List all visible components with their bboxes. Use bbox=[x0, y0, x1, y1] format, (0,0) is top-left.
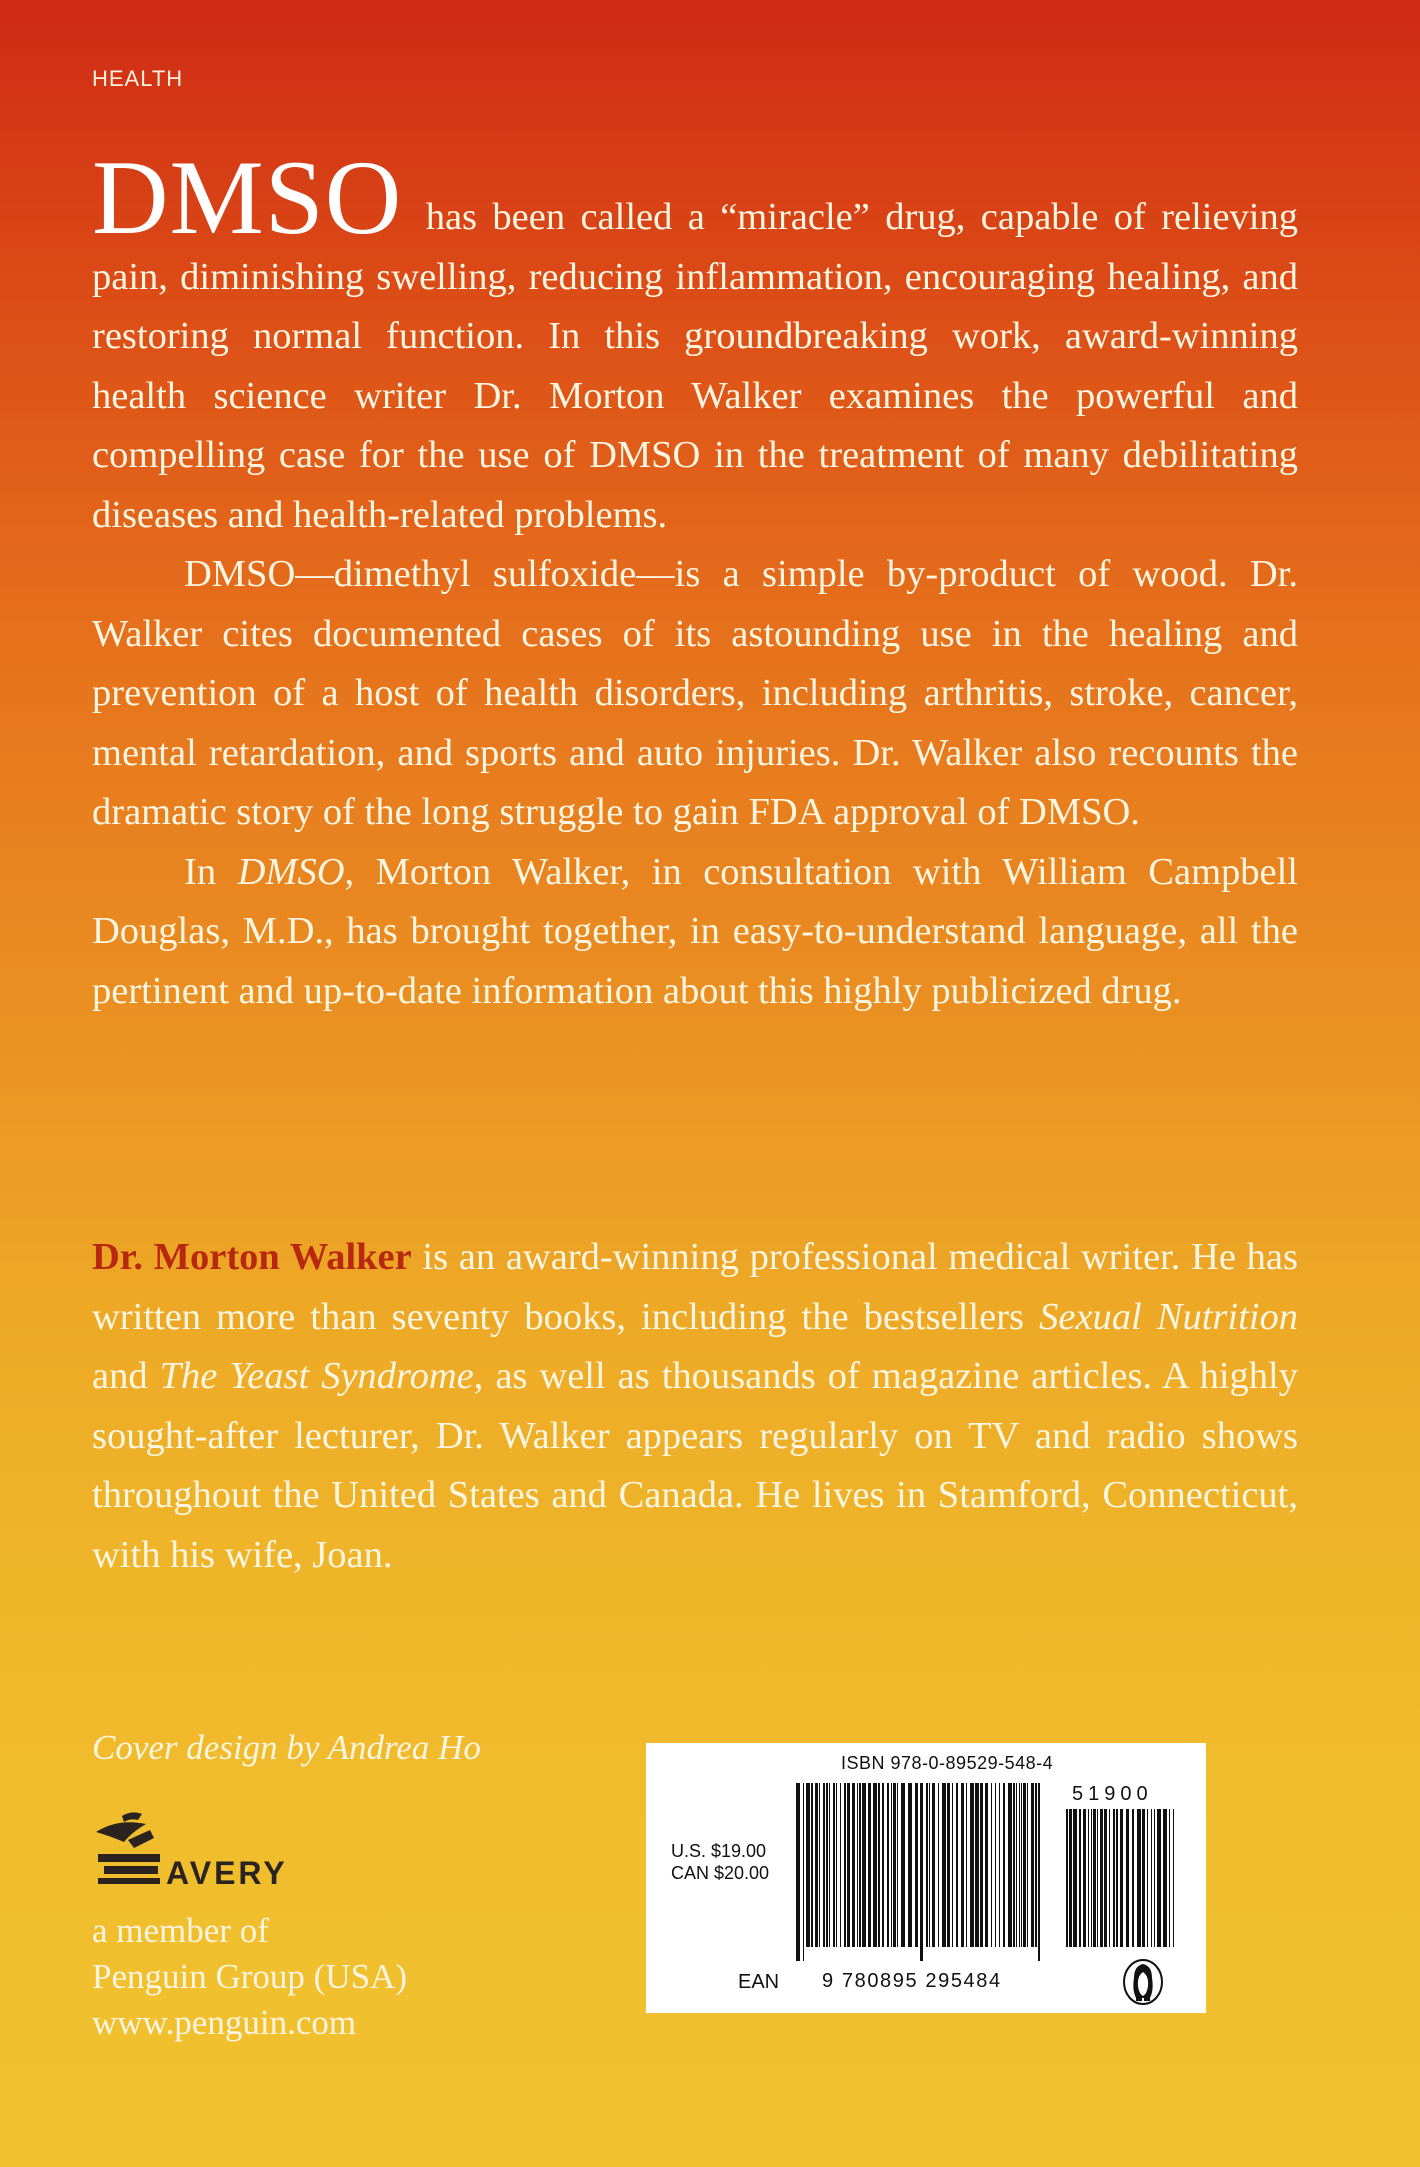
barcode-bar bbox=[975, 1783, 979, 1947]
barcode-bar bbox=[1100, 1809, 1103, 1947]
price-block bbox=[671, 1840, 769, 1884]
bio-text-1: is an award-winning professional medical writer. He has written more than seventy books, including the bestsellers bbox=[92, 1236, 1298, 1338]
barcode-bar bbox=[852, 1783, 855, 1947]
blurb-paragraph-2: DMSO—dimethyl sulfoxide—is a simple by-product of wood. Dr. Walker cites documented cases of its astounding use in the healing and prevention of a host of health disorders, including arthritis, stroke, cancer, mental retardation, and sports and auto injuries. Dr. Walker also recounts the dramatic story of the long struggle to gain FDA approval of DMSO. bbox=[92, 553, 1298, 833]
barcode-bar bbox=[833, 1783, 835, 1947]
barcode-bar bbox=[826, 1783, 828, 1947]
barcode-bar bbox=[1091, 1809, 1092, 1947]
publisher-line-2: Penguin Group (USA) bbox=[92, 1957, 407, 1996]
barcode-bar bbox=[920, 1783, 923, 1961]
barcode-bar bbox=[893, 1783, 896, 1947]
barcode-bar bbox=[1097, 1809, 1098, 1947]
cover-design-credit: Cover design by Andrea Ho bbox=[92, 1728, 481, 1767]
barcode-bar bbox=[901, 1783, 905, 1947]
barcode-bar bbox=[811, 1783, 813, 1947]
barcode-bar bbox=[908, 1783, 912, 1947]
barcode-bar bbox=[873, 1783, 877, 1947]
penguin-logo-icon bbox=[1122, 1958, 1164, 2006]
barcode-bar bbox=[836, 1783, 837, 1947]
author-name: Dr. Morton Walker bbox=[92, 1236, 412, 1278]
barcode-bar bbox=[1088, 1809, 1089, 1947]
blurb-paragraph-1 bbox=[92, 139, 1299, 545]
barcode-bar bbox=[1003, 1783, 1005, 1947]
barcode-bar bbox=[1142, 1809, 1145, 1947]
barcode-bar bbox=[932, 1783, 935, 1947]
bio-text-2: and bbox=[92, 1355, 160, 1397]
ean-label: EAN bbox=[738, 1971, 780, 1993]
barcode-bar bbox=[1069, 1809, 1072, 1947]
barcode-bar bbox=[1113, 1809, 1115, 1947]
barcode-bar bbox=[1151, 1809, 1152, 1947]
barcode-bar bbox=[929, 1783, 930, 1947]
price-can: CAN $20.00 bbox=[671, 1863, 770, 1883]
barcode-bar bbox=[862, 1783, 866, 1947]
barcode-bar bbox=[1031, 1783, 1034, 1947]
dropcap-title: DMSO bbox=[92, 139, 403, 256]
barcode-bar bbox=[857, 1783, 858, 1947]
barcode-bar bbox=[803, 1783, 804, 1961]
barcode-bar bbox=[868, 1783, 871, 1947]
addon-digits: 51900 bbox=[1072, 1783, 1153, 1805]
barcode-bar bbox=[806, 1783, 810, 1947]
barcode-bar bbox=[942, 1783, 946, 1947]
barcode-bar bbox=[1093, 1809, 1096, 1947]
barcode-bar bbox=[823, 1783, 825, 1947]
avery-logo-icon bbox=[88, 1810, 308, 1890]
barcode-bar bbox=[926, 1783, 928, 1947]
barcode-bar bbox=[1038, 1783, 1040, 1961]
barcode-box bbox=[646, 1743, 1206, 2013]
bio-text-3: , as well as thousands of magazine articles. A highly sought-after lecturer, Dr. Walker appears regularly on TV and radio shows throughout the United States and Canada. He lives in Stamford, Connecticut, with his wife, Joan. bbox=[92, 1355, 1298, 1576]
blurb-p3-intro: In bbox=[184, 850, 217, 893]
barcode-bar bbox=[947, 1783, 950, 1947]
barcode-bar bbox=[991, 1783, 992, 1947]
barcode-bar bbox=[1083, 1809, 1086, 1947]
barcode-bar bbox=[995, 1783, 996, 1947]
ean-barcode bbox=[796, 1783, 1044, 1961]
blurb-p1-text: has been called a “miracle” drug, capable of relieving pain, diminishing swelling, reducing inflammation, encouraging healing, and restoring normal function. In this groundbreaking work, award-winning health science writer Dr. Morton Walker examines the powerful and compelling case for the use of DMSO in the treatment of many debilitating diseases and health-related problems. bbox=[92, 196, 1299, 536]
barcode-bar bbox=[1137, 1809, 1141, 1947]
barcode-bar bbox=[1147, 1809, 1148, 1947]
barcode-bar bbox=[1008, 1783, 1012, 1947]
barcode-bar bbox=[891, 1783, 892, 1947]
barcode-bar bbox=[840, 1783, 841, 1947]
publisher-url: www.penguin.com bbox=[92, 2003, 357, 2042]
barcode-bar bbox=[999, 1783, 1000, 1947]
barcode-bar bbox=[1066, 1809, 1068, 1947]
barcode-bar bbox=[938, 1783, 939, 1947]
barcode-bar bbox=[915, 1783, 918, 1947]
barcode-bar bbox=[980, 1783, 983, 1947]
publisher-line-1: a member of bbox=[92, 1911, 269, 1950]
barcode-bar bbox=[1169, 1809, 1170, 1947]
barcode-bar bbox=[859, 1783, 861, 1947]
barcode-bar bbox=[1163, 1809, 1167, 1947]
barcode-bar bbox=[970, 1783, 974, 1947]
barcode-bar bbox=[956, 1783, 958, 1947]
barcode-bar bbox=[1019, 1783, 1020, 1947]
price-us: U.S. $19.00 bbox=[671, 1841, 767, 1861]
barcode-bar bbox=[1157, 1809, 1161, 1947]
barcode-bar bbox=[1079, 1809, 1081, 1947]
barcode-bar bbox=[844, 1783, 846, 1947]
barcode-bar bbox=[1109, 1809, 1110, 1947]
blurb-p3-text: , Morton Walker, in consultation with William Campbell Douglas, M.D., has brought together, in easy-to-understand language, all the pertinent and up-to-date information about this highly publicized drug. bbox=[92, 850, 1299, 1012]
barcode-bar bbox=[878, 1783, 880, 1947]
author-bio bbox=[92, 1228, 1298, 1585]
category-label: HEALTH bbox=[92, 66, 184, 91]
publisher-info bbox=[92, 1908, 407, 2046]
barcode-bar bbox=[796, 1783, 800, 1961]
barcode-bar bbox=[1016, 1783, 1017, 1947]
barcode-bar bbox=[1132, 1809, 1134, 1947]
blurb bbox=[92, 139, 1299, 1021]
barcode-bar bbox=[897, 1783, 898, 1947]
barcode-bar bbox=[887, 1783, 889, 1947]
bio-book-1: Sexual Nutrition bbox=[1039, 1295, 1298, 1338]
isbn-text: ISBN 978-0-89529-548-4 bbox=[841, 1753, 1054, 1773]
barcode-bar bbox=[1120, 1809, 1123, 1947]
barcode-bar bbox=[815, 1783, 818, 1947]
barcode-bar bbox=[1021, 1783, 1022, 1947]
barcode-bar bbox=[1027, 1783, 1028, 1947]
barcode-bar bbox=[1013, 1783, 1015, 1947]
barcode-bar bbox=[1154, 1809, 1155, 1947]
ean-digits: 9 780895 295484 bbox=[822, 1970, 1002, 1992]
barcode-bar bbox=[966, 1783, 967, 1947]
blurb-p3-title: DMSO bbox=[237, 850, 345, 893]
barcode-bar bbox=[961, 1783, 964, 1947]
barcode-bar bbox=[882, 1783, 884, 1947]
barcode-bar bbox=[1173, 1809, 1174, 1947]
barcode-bar bbox=[847, 1783, 850, 1947]
addon-barcode bbox=[1066, 1809, 1178, 1961]
blurb-paragraph-3 bbox=[92, 843, 1298, 1022]
barcode-bar bbox=[819, 1783, 820, 1947]
barcode-bar bbox=[1104, 1809, 1107, 1947]
barcode-bar bbox=[985, 1783, 988, 1947]
barcode-bar bbox=[1126, 1809, 1129, 1947]
barcode-bar bbox=[1035, 1783, 1037, 1947]
avery-logo-text: AVERY bbox=[166, 1855, 288, 1890]
barcode-bar bbox=[829, 1783, 830, 1947]
barcode-bar bbox=[952, 1783, 953, 1947]
bio-book-2: The Yeast Syndrome bbox=[159, 1355, 474, 1397]
barcode-bar bbox=[1116, 1809, 1118, 1947]
barcode-bar bbox=[1073, 1809, 1077, 1947]
barcode-bar bbox=[1023, 1783, 1026, 1947]
